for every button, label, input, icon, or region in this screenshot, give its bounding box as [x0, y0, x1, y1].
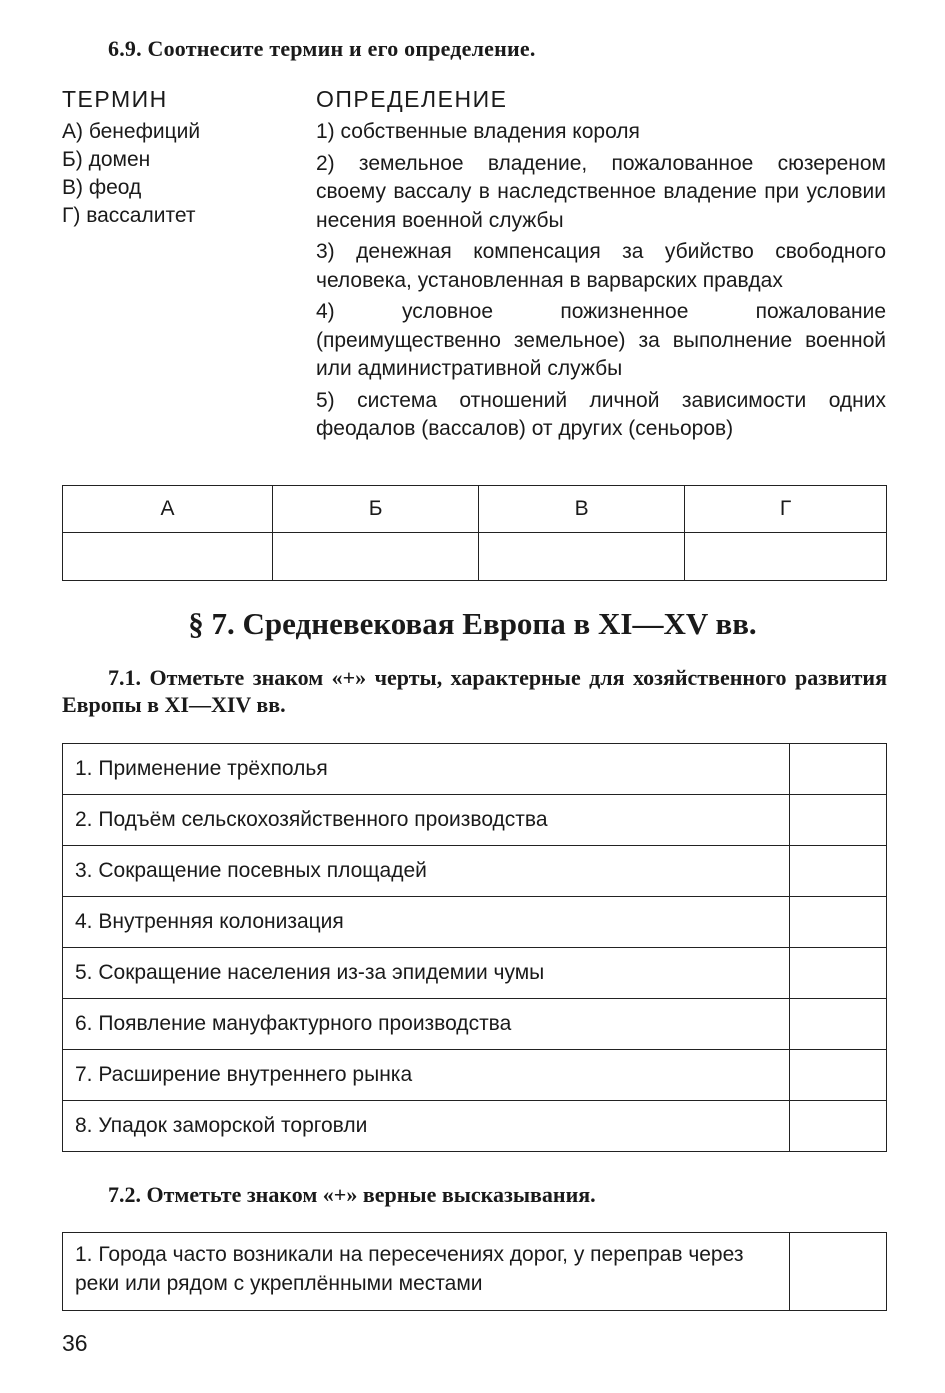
term-g: Г) вассалитет — [62, 204, 196, 227]
answer-header-b: Б — [273, 486, 479, 533]
term-column-header: ТЕРМИН — [62, 86, 168, 112]
answer-input-row — [63, 533, 887, 581]
statement-text: 1. Города часто возникали на пересечениях дорог, у переправ через реки или рядом с укреплёнными местами — [63, 1233, 790, 1311]
task-6-9-title: 6.9. Соотнесите термин и его определение. — [108, 36, 536, 61]
mark-box[interactable] — [790, 999, 887, 1050]
answer-table-6-9 — [62, 485, 887, 581]
statement-text: 7. Расширение внутреннего рынка — [63, 1050, 790, 1101]
mark-box[interactable] — [790, 1233, 887, 1311]
table-row — [63, 1050, 887, 1101]
table-row — [63, 846, 887, 897]
answer-cell-b[interactable] — [273, 533, 479, 581]
table-row — [63, 744, 887, 795]
table-row — [63, 897, 887, 948]
statement-text: 1. Применение трёхполья — [63, 744, 790, 795]
task-7-2-number: 7.2. — [108, 1182, 141, 1207]
mark-box[interactable] — [790, 1050, 887, 1101]
table-row — [63, 1233, 887, 1311]
table-row — [63, 999, 887, 1050]
term-a: А) бенефиций — [62, 120, 201, 143]
definition-1: 1) собственные владения короля — [316, 120, 640, 143]
section-title: § 7. Средневековая Европа в XI—XV вв. — [188, 606, 757, 641]
task-7-1-number: 7.1. — [108, 665, 141, 690]
table-row — [63, 795, 887, 846]
statement-text: 2. Подъём сельскохозяйственного производства — [63, 795, 790, 846]
mark-box[interactable] — [790, 1101, 887, 1152]
term-v: В) феод — [62, 176, 142, 199]
statement-text: 8. Упадок заморской торговли — [63, 1101, 790, 1152]
page-number: 36 — [62, 1330, 88, 1356]
table-row — [63, 948, 887, 999]
statement-text: 4. Внутренняя колонизация — [63, 897, 790, 948]
answer-header-a: А — [63, 486, 273, 533]
definition-4: 4) условное пожизненное пожалование (преимущественно земельное) за выполнение военной или административной службы — [316, 300, 886, 380]
mark-box[interactable] — [790, 795, 887, 846]
answer-header-v: В — [479, 486, 685, 533]
definition-column-header: ОПРЕДЕЛЕНИЕ — [316, 86, 508, 112]
task-7-1-text: Отметьте знаком «+» черты, характерные для хозяйственного развития Европы в XI—XIV вв. — [62, 665, 888, 717]
statements-table-7-2 — [62, 1232, 887, 1311]
definition-5: 5) система отношений личной зависимости одних феодалов (вассалов) от других (сеньоров) — [316, 388, 886, 440]
answer-header-row — [63, 486, 887, 533]
definitions-list — [316, 118, 886, 447]
statements-table-7-1 — [62, 743, 887, 1152]
answer-cell-a[interactable] — [63, 533, 273, 581]
answer-cell-g[interactable] — [685, 533, 887, 581]
mark-box[interactable] — [790, 948, 887, 999]
statement-text: 5. Сокращение населения из-за эпидемии чумы — [63, 948, 790, 999]
task-7-1-prompt — [62, 664, 887, 718]
task-7-2-text: Отметьте знаком «+» верные высказывания. — [146, 1182, 596, 1207]
terms-list — [62, 118, 200, 230]
definition-3: 3) денежная компенсация за убийство свободного человека, установленная в варварских правдах — [316, 240, 886, 292]
task-7-2-prompt — [62, 1181, 887, 1208]
mark-box[interactable] — [790, 744, 887, 795]
statement-text: 3. Сокращение посевных площадей — [63, 846, 790, 897]
definition-2: 2) земельное владение, пожалованное сюзереном своему вассалу в наследственное владение при условии несения военной службы — [316, 151, 886, 232]
statement-text: 6. Появление мануфактурного производства — [63, 999, 790, 1050]
answer-cell-v[interactable] — [479, 533, 685, 581]
answer-header-g: Г — [685, 486, 887, 533]
term-b: Б) домен — [62, 148, 151, 171]
mark-box[interactable] — [790, 846, 887, 897]
mark-box[interactable] — [790, 897, 887, 948]
table-row — [63, 1101, 887, 1152]
